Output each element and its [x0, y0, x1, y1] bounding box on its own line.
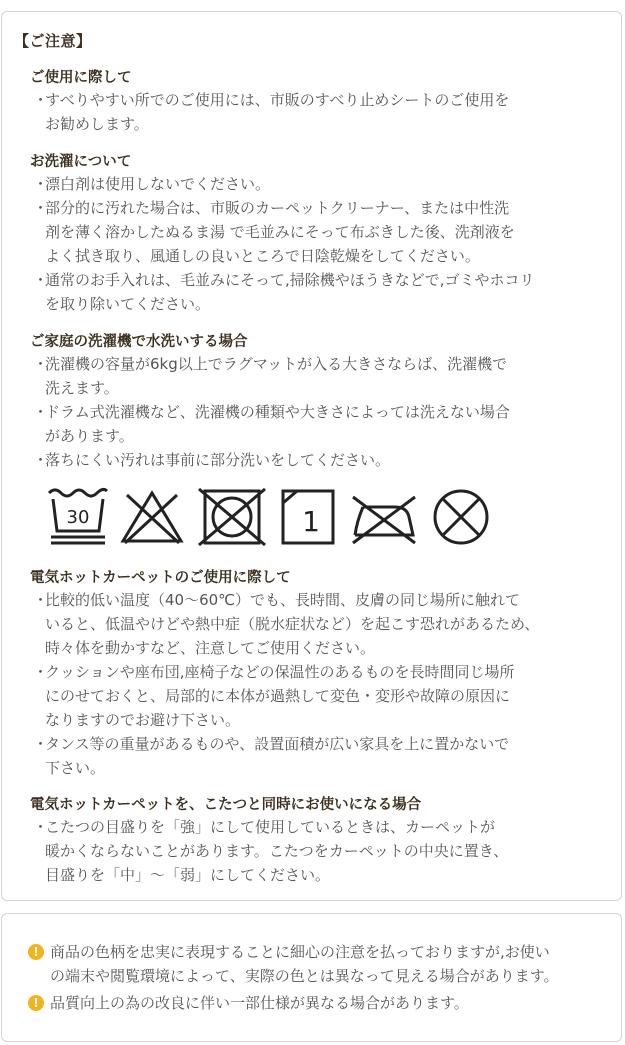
note-text: 商品の色柄を忠実に表現することに細心の注意を払っておりますが,お使い の端末や閲覧環境によって、実際の色とは異なって見える場合があります。: [50, 943, 559, 985]
section-heading-hot-carpet: 電気ホットカーペットのご使用に際して: [30, 570, 291, 586]
bullet: ・: [33, 355, 49, 373]
list-item: [33, 815, 598, 887]
bullet: ・: [33, 199, 49, 217]
wash-30-icon: [47, 487, 109, 547]
bullet: ・: [33, 735, 49, 753]
warning-icon: !: [28, 944, 44, 960]
section-heading-usage: ご使用に際して: [30, 70, 132, 86]
bullet: ・: [33, 175, 49, 193]
no-dry-clean-icon: [429, 487, 493, 547]
no-tumble-dry-icon: [197, 487, 267, 547]
list-item-text: 通常のお手入れは、毛並みにそって,掃除機やほうきなどで,ゴミやホコリ を取り除いてください。: [45, 271, 535, 313]
list-item: [33, 352, 598, 400]
note-item: [28, 991, 608, 1015]
page-title: 【ご注意】: [14, 32, 92, 50]
list-item-text: 漂白剤は使用しないでください。: [45, 175, 271, 193]
bullet: ・: [33, 91, 49, 109]
list-item-text: クッションや座布団,座椅子などの保温性のあるものを長時間同じ場所 にのせておくと、局部的に本体が過熱して変色・変形や故障の原因に なりますのでお避け下さい。: [45, 663, 515, 729]
warning-icon: !: [28, 995, 44, 1011]
list-item: [33, 268, 598, 316]
bullet: ・: [33, 591, 49, 609]
list-item-text: すべりやすい所でのご使用には、市販のすべり止めシートのご使用を お勧めします。: [45, 91, 510, 133]
list-item: [33, 88, 598, 136]
list-item-text: こたつの目盛りを「強」にして使用しているときは、カーペットが 暖かくならないことがあります。こたつをカーペットの中央に置き、 目盛りを「中」～「弱」にしてください。: [45, 818, 509, 884]
wash-temp-label: 30: [66, 507, 90, 528]
no-bleach-icon: [119, 487, 185, 547]
list-item-text: タンス等の重量があるものや、設置面積が広い家具を上に置かないで 下さい。: [45, 735, 510, 777]
care-symbols: [47, 487, 497, 547]
bullet: ・: [33, 403, 49, 421]
bullet: ・: [33, 271, 49, 289]
list-item: [33, 732, 598, 780]
list-item-text: 洗濯機の容量が6kg以上でラグマットが入る大きさならば、洗濯機で 洗えます。: [45, 355, 508, 397]
list-item: [33, 196, 598, 268]
list-item-text: 落ちにくい汚れは事前に部分洗いをしてください。: [45, 451, 391, 469]
list-item: [33, 588, 598, 660]
list-item-text: 比較的低い温度（40～60℃）でも、長時間、皮膚の同じ場所に触れて いると、低温やけどや熱中症（脱水症状など）を起こす恐れがあるため、 時々体を動かすなど、注意してご使用ください。: [45, 591, 540, 657]
note-text: 品質向上の為の改良に伴い一部仕様が異なる場合があります。: [50, 994, 469, 1012]
section-heading-kotatsu: 電気ホットカーペットを、こたつと同時にお使いになる場合: [30, 797, 422, 813]
dry-mark-label: 1: [302, 505, 320, 538]
section-heading-machine-wash: ご家庭の洗濯機で水洗いする場合: [30, 334, 248, 350]
line-dry-shade-icon: [279, 487, 337, 547]
list-item-text: ドラム式洗濯機など、洗濯機の種類や大きさによっては洗えない場合 があります。: [45, 403, 510, 445]
list-item: [33, 660, 598, 732]
list-item: [33, 172, 598, 196]
bullet: ・: [33, 818, 49, 836]
no-iron-icon: [349, 487, 419, 547]
list-item: [33, 400, 598, 448]
section-heading-washing: お洗濯について: [30, 154, 132, 170]
list-item: [33, 448, 598, 472]
bullet: ・: [33, 663, 49, 681]
bullet: ・: [33, 451, 49, 469]
note-item: [28, 940, 608, 988]
list-item-text: 部分的に汚れた場合は、市販のカーペットクリーナー、または中性洗 剤を薄く溶かしたぬるま湯 で毛並みにそって布ぶきした後、洗剤液を よく拭き取り、風通しの良いところで日陰乾燥をしてください。: [45, 199, 515, 265]
